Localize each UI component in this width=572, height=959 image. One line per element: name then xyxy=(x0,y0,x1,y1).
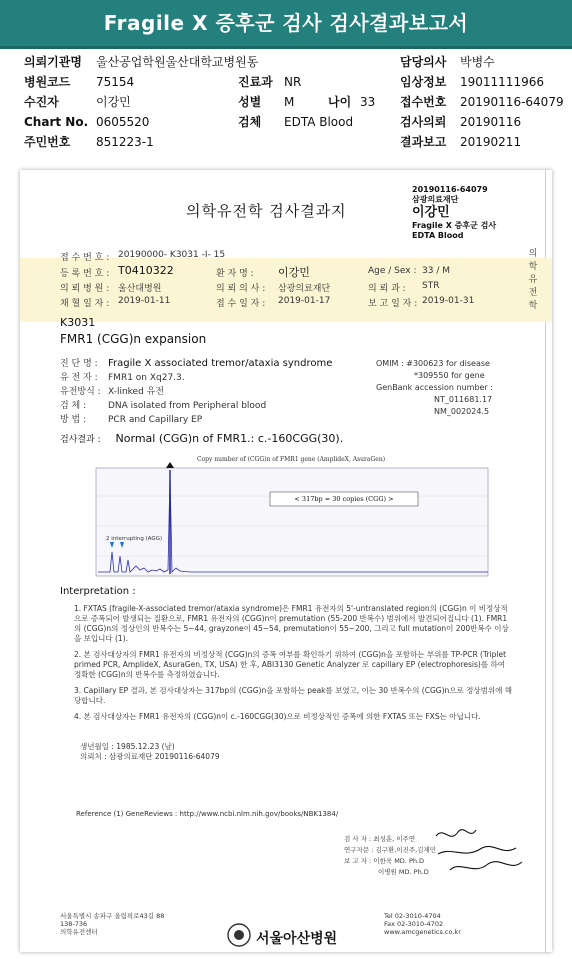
detail-value: FMR1 on Xq27.3. xyxy=(108,373,185,383)
test-name: FMR1 (CGG)n expansion xyxy=(60,332,207,346)
ward-label: 의 뢰 과 : xyxy=(368,284,406,294)
label-doctor: 담당의사 xyxy=(400,55,447,69)
footer-fax: Fax 02-3010-4702 xyxy=(384,920,444,928)
detail-label: 진 단 명 : xyxy=(60,359,98,369)
detail-label: 유 전 자 : xyxy=(60,373,98,383)
report-title: Fragile X 증후군 검사 검사결과보고서 xyxy=(0,0,572,49)
value-resident-no: 851223-1 xyxy=(96,135,154,149)
scanned-result-sheet xyxy=(20,170,552,952)
detail-specimen xyxy=(60,398,266,411)
label-sex: 성별 xyxy=(238,95,262,109)
result-label: 검사결과 : xyxy=(60,435,101,445)
omim-line: *309550 for gene xyxy=(414,371,485,380)
birth-info xyxy=(80,742,220,762)
chart-inner-label: 2 interrupting (AGG) xyxy=(106,536,163,542)
report-value: 2019-01-31 xyxy=(422,296,475,306)
label-patient: 수진자 xyxy=(24,95,59,109)
footer-line: 의학유전센터 xyxy=(60,928,98,936)
footer-line: 138-736 xyxy=(60,920,88,928)
value-department: NR xyxy=(284,75,302,89)
interpretation-item: 4. 본 검사대상자는 FMR1 유전자의 (CGG)n이 c.-160CGG(30)으로 비정상적인 증폭에 의한 FXTAS 또는 FXS는 아닙니다. xyxy=(74,712,481,721)
value-institution: 울산공업학원울산대학교병원동 xyxy=(96,55,259,69)
accept-value: 2019-01-17 xyxy=(278,296,331,306)
electropherogram-plot xyxy=(90,456,492,580)
label-chart-no: Chart No. xyxy=(24,115,89,129)
genbank-label: GenBank accession number : xyxy=(376,383,493,392)
detail-value: DNA isolated from Peripheral blood xyxy=(108,401,267,411)
omim-info xyxy=(376,358,493,418)
value-sex: M xyxy=(284,95,295,109)
detail-value: Fragile X associated tremor/ataxia syndrome xyxy=(108,358,333,369)
peak-arrow-icon xyxy=(166,462,174,468)
patient-value: 이강민 xyxy=(278,266,310,279)
value-request-date: 20190116 xyxy=(460,115,522,129)
value-specimen: EDTA Blood xyxy=(284,115,354,129)
receipt-label: 접 수 번 호 : xyxy=(60,253,110,263)
footer-address xyxy=(60,912,164,936)
value-clinical-info: 19011111966 xyxy=(460,75,544,89)
detail-method xyxy=(60,412,202,425)
side-vertical-text xyxy=(526,248,540,313)
ward-value: STR xyxy=(422,281,440,291)
genbank-nt: NT_011681.17 xyxy=(434,395,493,404)
side-char: 학 xyxy=(528,262,538,272)
value-report-date: 20190211 xyxy=(460,135,522,149)
plot-frame xyxy=(96,468,488,576)
receipt-value: 20190000- K3031 -I- 15 xyxy=(118,250,226,260)
ref-no-line: 의뢰처 : 삼광의료재단 20190116-64079 xyxy=(80,752,220,761)
side-char: 전 xyxy=(528,288,538,298)
detail-value: PCR and Capillary EP xyxy=(108,415,203,425)
detail-gene xyxy=(60,370,185,383)
test-code: K3031 xyxy=(60,316,96,329)
handwritten-signature xyxy=(430,820,526,882)
reg-label: 등 록 번 호 : xyxy=(60,269,110,279)
sig-line: 검 사 자 : 최성훈, 이주연 xyxy=(344,835,416,843)
detail-label: 방 법 : xyxy=(60,415,87,425)
reg-value: T0410322 xyxy=(118,264,174,277)
stamp-specimen: EDTA Blood xyxy=(412,231,464,240)
value-age: 33 xyxy=(360,95,376,109)
stamp-receipt: 20190116-64079 xyxy=(412,185,488,194)
chart-caption: Copy number of (CGG)n of FMR1 gene (AmplideX, AsuraGen) xyxy=(196,456,386,463)
org-label: 의 뢰 의 사 : xyxy=(216,284,266,294)
detail-value: X-linked 유전 xyxy=(108,387,165,397)
label-resident-no: 주민번호 xyxy=(24,135,71,149)
interpretation-item: 1. FXTAS (fragile-X-associated tremor/ataxia syndrome)은 FMR1 유전자의 5'-untranslated region의 (CGG)n 이 비정상적으로 증폭되어 발생되는 질환으로, FMR1 유전자의 (CGG)n이 premutation (55-200 반복수) 범위에서 발견되어집니다 (1). FMR1의 (CGG)n의 정상인의 반복수는 5~44, grayzone이 45~54, premutation이 55~200, 그리고 full mutation이 200반복수 이상을 보입니다 (1). xyxy=(74,604,509,643)
reference-line: Reference (1) GeneReviews : http://www.ncbi.nlm.nih.gov/books/NBK1384/ xyxy=(76,810,339,818)
footer-web: www.amcgenetics.co.kr xyxy=(384,928,461,936)
agesex-label: Age / Sex : xyxy=(368,266,417,276)
sig-line: 이병원 MD. Ph.D xyxy=(378,868,429,876)
footer-contact xyxy=(384,912,461,936)
request-info-header xyxy=(0,52,572,152)
hospital-value: 울산대병원 xyxy=(118,284,162,294)
interpretation-title: Interpretation : xyxy=(60,586,136,597)
collect-value: 2019-01-11 xyxy=(118,296,171,306)
detail-inheritance xyxy=(60,384,164,397)
org-value: 삼광의료재단 xyxy=(278,284,331,294)
hospital-logo-icon xyxy=(226,922,252,948)
result-line xyxy=(60,432,343,445)
label-hospital-code: 병원코드 xyxy=(24,75,71,89)
copy-number-label: < 317bp = 30 copies (CGG) > xyxy=(294,495,394,503)
patient-label: 환 자 명 : xyxy=(216,269,254,279)
footer-tel: Tel 02-3010-4704 xyxy=(384,912,441,920)
electropherogram xyxy=(90,456,492,580)
value-chart-no: 0605520 xyxy=(96,115,150,129)
stamp-patient-name: 이강민 xyxy=(412,205,450,220)
agesex-value: 33 / M xyxy=(422,266,450,276)
footer-line: 서울특별시 송파구 올림픽로43길 88 xyxy=(60,912,165,920)
result-value: Normal (CGG)n of FMR1.: c.-160CGG(30). xyxy=(115,432,344,445)
stamp-org: 삼광의료재단 xyxy=(412,195,459,204)
value-patient: 이강민 xyxy=(96,95,131,109)
label-receipt-no: 접수번호 xyxy=(400,95,447,109)
signature-stroke xyxy=(436,830,522,870)
label-clinical-info: 임상정보 xyxy=(400,75,447,89)
detail-label: 유전방식 : xyxy=(60,387,101,397)
detail-diagnosis xyxy=(60,356,332,369)
value-doctor: 박병수 xyxy=(460,55,495,69)
value-receipt-no: 20190116-64079 xyxy=(460,95,564,109)
value-hospital-code: 75154 xyxy=(96,75,135,89)
sample-stamp xyxy=(412,185,496,241)
interpretation-item: 3. Capillary EP 결과, 본 검사대상자는 317bp의 (CGG)n을 포함하는 peak를 보였고, 이는 30 반복수의 (CGG)n으로 정상범위에 해당합니다. xyxy=(74,686,513,705)
side-char: 유 xyxy=(528,275,538,285)
omim-line: OMIM : #300623 for disease xyxy=(376,359,490,368)
accept-label: 접 수 일 자 : xyxy=(216,299,266,309)
interpretation-body xyxy=(74,604,514,728)
hospital-label: 의 뢰 병 원 : xyxy=(60,284,110,294)
interpretation-item: 2. 본 검사대상자의 FMR1 유전자의 비정상적 (CGG)n의 증폭 여부를 확인하기 위하여 (CGG)n을 포함하는 부위를 TP-PCR (Triplet primed PCR, AmplideX, AsuraGen, TX, USA) 한 후, ABI3130 Genetic Analyzer 로 capillary EP (electrophoresis)를 하여 정확한 (CGG)n의 반복수를 측정하였습니다. xyxy=(74,650,507,679)
sig-line: 보 고 자 : 이한욱 MD. Ph.D xyxy=(344,857,425,865)
side-char: 학 xyxy=(528,301,538,311)
collect-label: 채 혈 일 자 : xyxy=(60,299,110,309)
label-department: 진료과 xyxy=(238,75,273,89)
label-institution: 의뢰기관명 xyxy=(24,55,82,69)
stamp-test: Fragile X 증후군 검사 xyxy=(412,221,497,230)
label-age: 나이 xyxy=(328,95,352,109)
hospital-name: 서울아산병원 xyxy=(256,931,338,947)
label-report-date: 결과보고 xyxy=(400,135,447,149)
result-sheet-title: 의학유전학 검사결과지 xyxy=(186,202,347,220)
birth-line: 생년월일 : 1985.12.23 (남) xyxy=(80,742,175,751)
genbank-nm: NM_002024.5 xyxy=(434,407,490,416)
sig-line: 연구자문 : 김구환,이진주,김재민 xyxy=(344,846,437,854)
side-char: 의 xyxy=(528,249,538,259)
report-label: 보 고 일 자 : xyxy=(368,299,418,309)
label-specimen: 검체 xyxy=(238,115,262,129)
signature-block xyxy=(344,834,436,878)
detail-label: 검 체 : xyxy=(60,401,87,411)
label-request-date: 검사의뢰 xyxy=(400,115,447,129)
